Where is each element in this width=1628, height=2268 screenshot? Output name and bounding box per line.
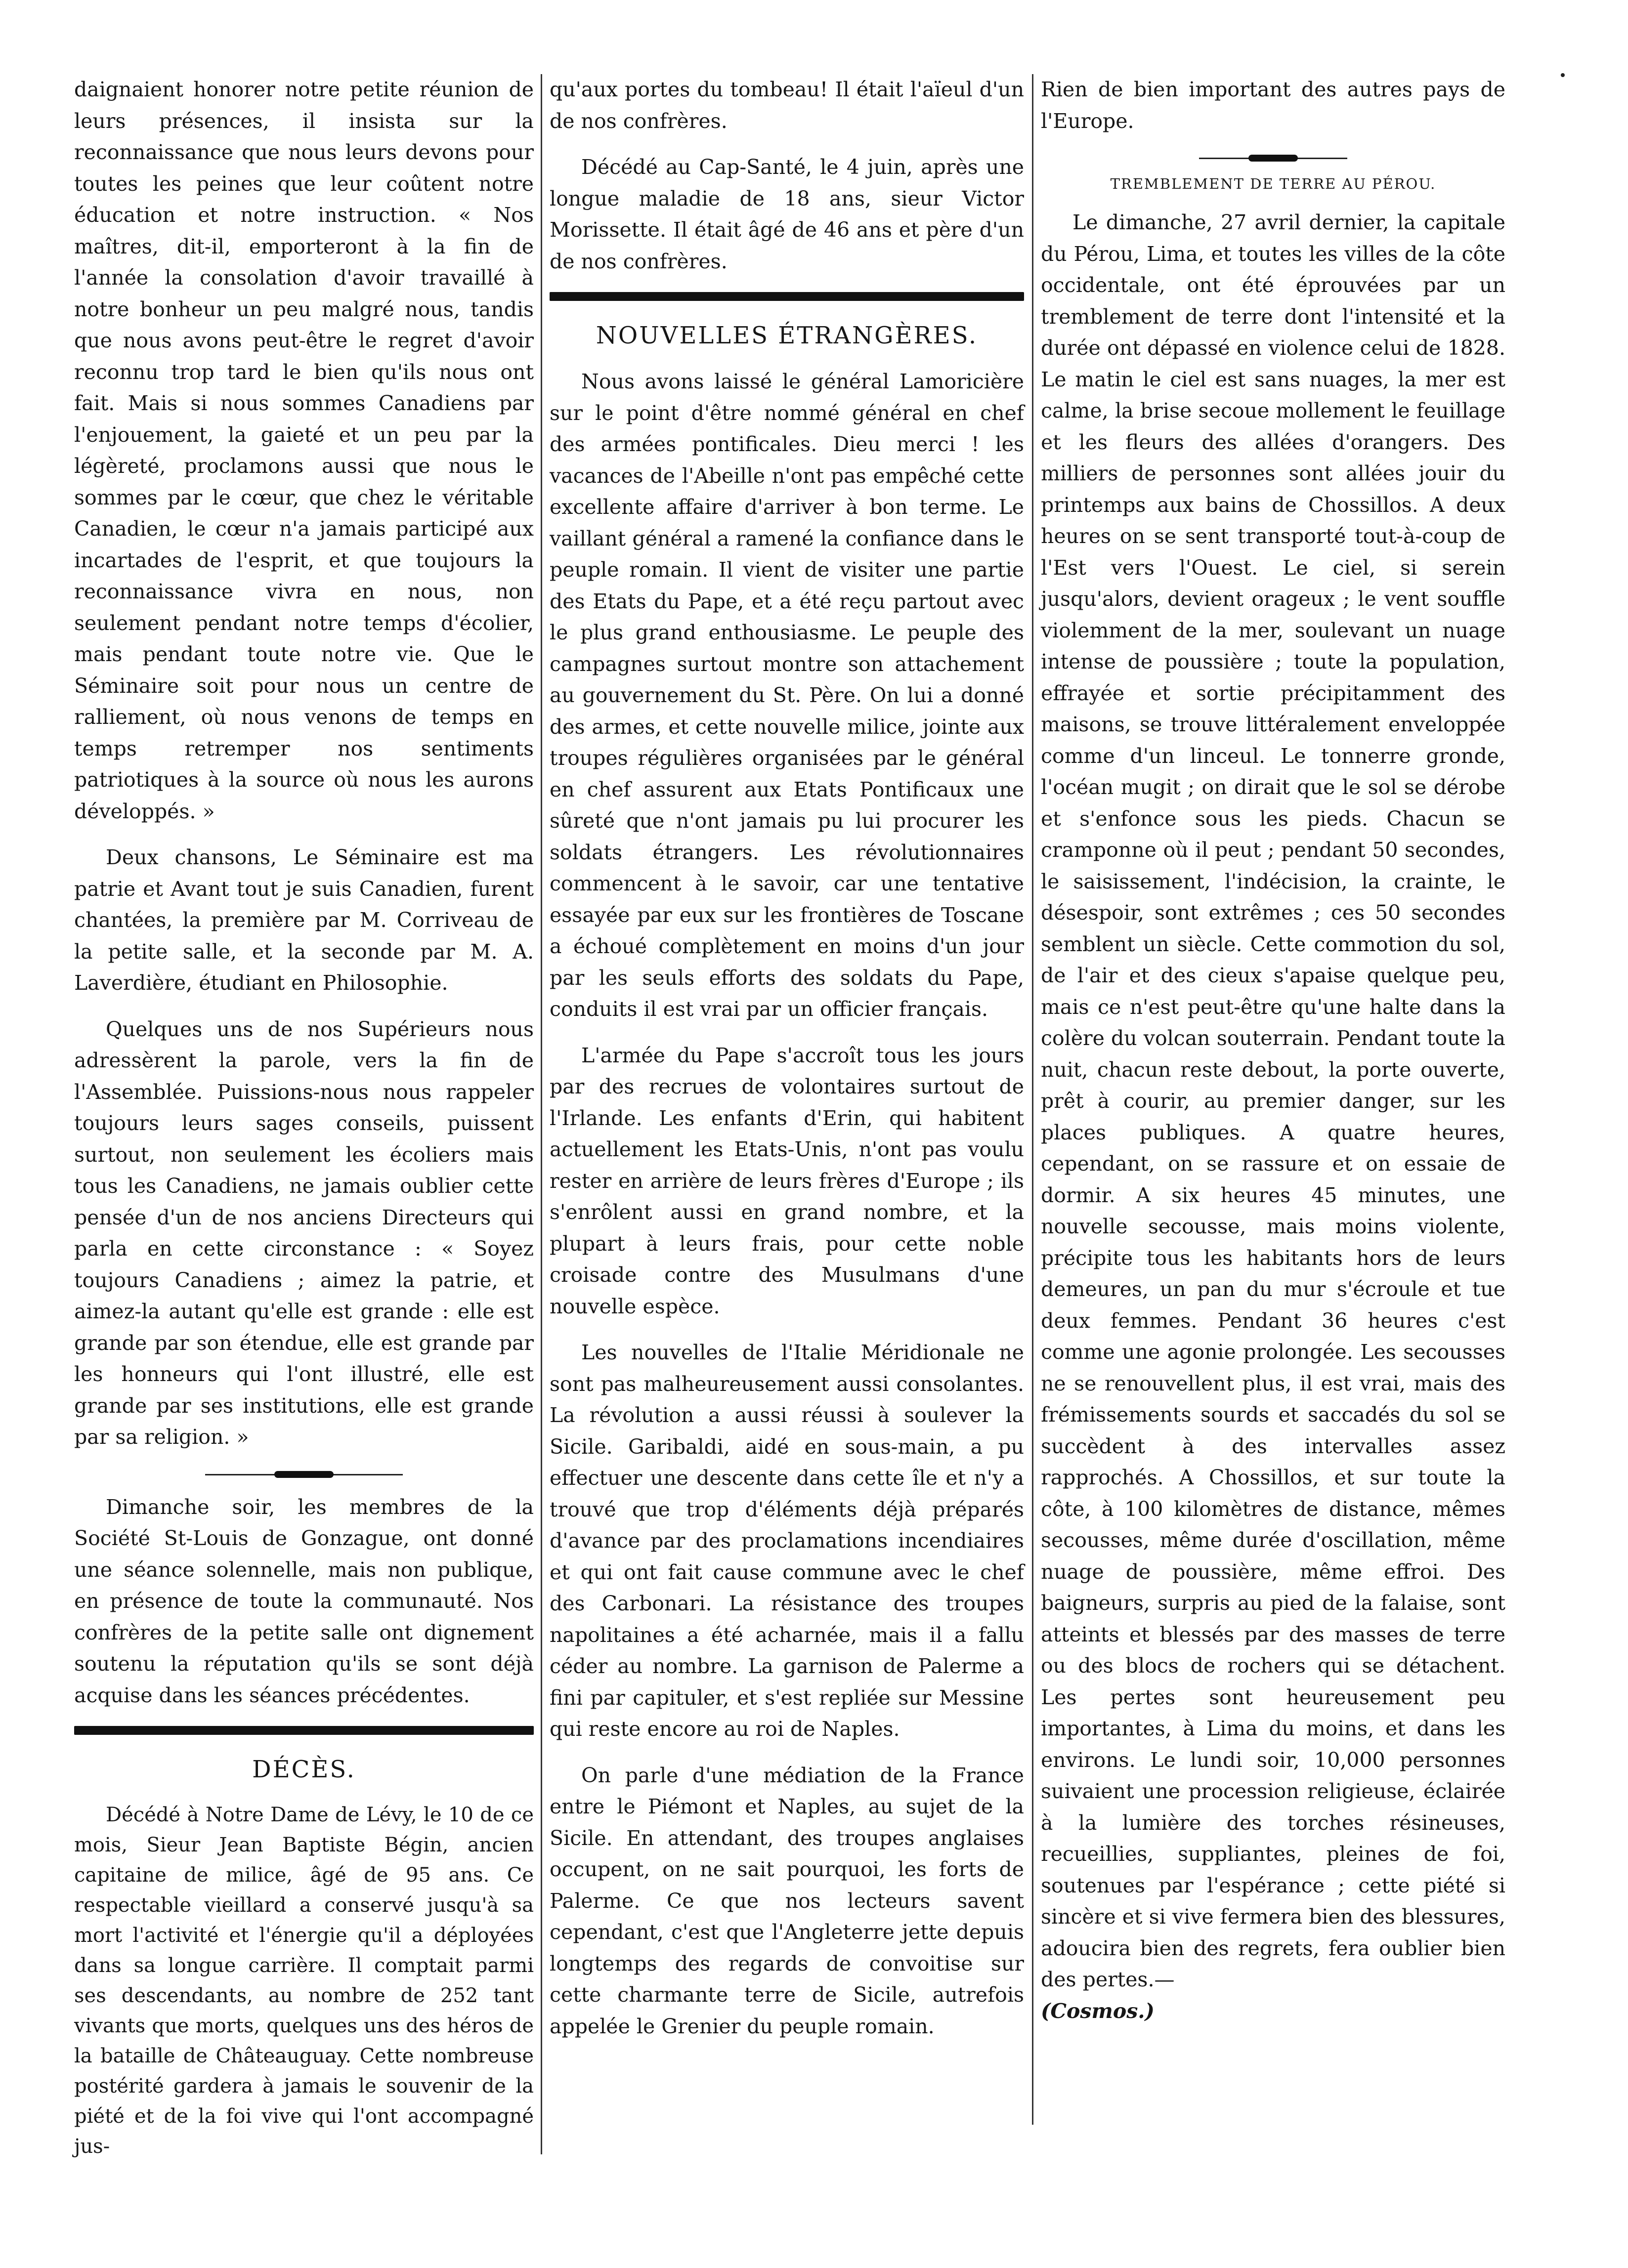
article-paragraph: Quelques uns de nos Supérieurs nous adressèrent la parole, vers la fin de l'Assemblée. Puissions-nous nous rappeler toujours leurs sages conseils, puissent surtout, non seulement les écoliers mais tous les Canadiens, ne jamais oublier cette pensée d'un de nos anciens Directeurs qui parla en cette circonstance : « Soyez toujours Canadiens ; aimez la patrie, et aimez-la autant qu'elle est grande : elle est grande par son étendue, elle est grande par les honneurs qui l'ont illustré, elle est grande par ses institutions, elle est grande par sa religion. »: [74, 1017, 534, 1449]
column-3: [1041, 74, 1505, 2042]
section-rule: [550, 292, 1024, 301]
column-2: [550, 74, 1024, 2057]
obituary-paragraph: Décédé au Cap-Santé, le 4 juin, après une longue maladie de 18 ans, sieur Victor Morissette. Il était âgé de 46 ans et père d'un de nos confrères.: [550, 155, 1024, 273]
article-paragraph: On parle d'une médiation de la France entre le Piémont et Naples, au sujet de la Sicile. En attendant, des troupes anglaises occupent, on ne sait pourquoi, les forts de Palerme. Ce que nos lecteurs savent cependant, c'est que l'Angleterre jette depuis longtemps des regards de convoitise sur cette charmante terre de Sicile, autrefois appelée le Grenier du peuple romain.: [550, 1763, 1024, 2038]
article-paragraph: qu'aux portes du tombeau! Il était l'aïeul d'un de nos confrères.: [550, 78, 1024, 133]
column-1: [74, 74, 534, 2177]
article-paragraph: Les nouvelles de l'Italie Méridionale ne sont pas malheureusement aussi consolantes. La révolution a aussi réussi à soulever la Sicile. Garibaldi, aidé en sous-main, a pu effectuer une descente dans cette île et n'y a trouvé que trop d'éléments déjà préparés d'avance par des proclamations incendiaires et qui ont fait cause commune avec le chef des Carbonari. La résistance des troupes napolitaines a été acharnée, mais il a fallu céder au nombre. La garnison de Palerme a fini par capituler, et s'est repliée sur Messine qui reste encore au roi de Naples.: [550, 1341, 1024, 1741]
article-paragraph: Dimanche soir, les membres de la Société St-Louis de Gonzague, ont donné une séance solennelle, mais non publique, en présence de toute la communauté. Nos confrères de la petite salle ont dignement soutenu la réputation qu'ils se sont déjà acquise dans les séances précédentes.: [74, 1495, 534, 1707]
section-ornament: [205, 1468, 403, 1481]
column-divider: [541, 74, 542, 2154]
column-divider: [1032, 74, 1033, 2125]
article-paragraph: Le dimanche, 27 avril dernier, la capitale du Pérou, Lima, et toutes les villes de la côte occidentale, ont été éprouvées par un tremblement de terre dont l'intensité et la durée ont dépassé en violence celui de 1828. Le matin le ciel est sans nuages, la mer est calme, la brise secoue mollement le feuillage et les fleurs des allées d'orangers. Des milliers de personnes sont allées jouir du printemps aux bains de Chossillos. A deux heures on se sent transporté tout-à-coup de l'Est vers l'Ouest. Le ciel, si serein jusqu'alors, devient orageux ; le vent souffle violemment de la mer, soulevant un nuage intense de poussière ; toute la population, effrayée et sortie précipitamment des maisons, se trouve littéralement enveloppée comme d'un linceul. Le tonnerre gronde, l'océan mugit ; on dirait que le sol se dérobe et s'enfonce sous les pieds. Chacun se cramponne où il peut ; pendant 50 secondes, le saisissement, l'indécision, la crainte, le désespoir, sont extrêmes ; ces 50 secondes semblent un siècle. Cette commotion du sol, de l'air et des cieux s'apaise quelque peu, mais ce n'est peut-être qu'une halte dans la colère du volcan souterrain. Pendant toute la nuit, chacun reste debout, la porte ouverte, prêt à courir, au premier danger, sur les places publiques. A quatre heures, cependant, on se rassure et on essaie de dormir. A six heures 45 minutes, une nouvelle secousse, mais moins violente, précipite tous les habitants hors de leurs demeures, un pan du mur s'écroule et tue deux femmes. Pendant 36 heures c'est comme une agonie prolongée. Les secousses ne se renouvellent plus, il est vrai, mais des frémissements sourds et saccadés du sol se succèdent à des intervalles assez rapprochés. A Chossillos, et sur toute la côte, à 100 kilomètres de distance, mêmes secousses, même durée d'oscillation, même nuage de poussière, même effroi. Des baigneurs, surpris au pied de la falaise, sont atteints et blessés par des masses de terre ou des blocs de rochers qui se détachent. Les pertes sont heureusement peu importantes, à Lima du moins, et dans les environs. Le lundi soir, 10,000 personnes suivaient une procession religieuse, éclairée à la lumière des torches résineuses, recueillies, suppliantes, pleines de foi, soutenues par l'espérance ; cette piété si sincère et si vive fermera bien des blessures, adoucira bien des regrets, fera oublier bien des pertes.—: [1041, 210, 1505, 1991]
section-ornament: [1199, 152, 1347, 165]
article-paragraph: Rien de bien important des autres pays de l'Europe.: [1041, 78, 1505, 133]
article-paragraph: daignaient honorer notre petite réunion de leurs présences, il insista sur la reconnaissance que nous leurs devons pour toutes les peines que leur coûtent notre éducation et notre instruction. « Nos maîtres, dit-il, emporteront à la fin de l'année la consolation d'avoir travaillé à notre bonheur un peu malgré nous, tandis que nous avons peut-être le regret d'avoir reconnu trop tard le bien qu'ils nous ont fait. Mais si nous sommes Canadiens par l'enjouement, la gaieté et un peu par la légèreté, proclamons aussi que nous le sommes par le cœur, que chez le véritable Canadien, le cœur n'a jamais participé aux incartades de l'esprit, et que toujours la reconnaissance vivra en nous, non seulement pendant notre temps d'écolier, mais pendant toute notre vie. Que le Séminaire soit pour nous un centre de ralliement, où nous venons de temps en temps retremper nos sentiments patriotiques à la source où nous les aurons développés. »: [74, 78, 534, 823]
section-title-deces: DÉCÈS.: [252, 1756, 356, 1783]
source-line: [1041, 1996, 1505, 2027]
section-title-tremblement: TREMBLEMENT DE TERRE AU PÉROU.: [1110, 175, 1436, 192]
section-title-nouvelles: NOUVELLES ÉTRANGÈRES.: [596, 322, 978, 349]
section-rule: [74, 1726, 534, 1735]
ink-speck: [1561, 73, 1565, 77]
obituary-paragraph: Décédé à Notre Dame de Lévy, le 10 de ce mois, Sieur Jean Baptiste Bégin, ancien capitaine de milice, âgé de 95 ans. Ce respectable vieillard a conservé jusqu'à sa mort l'activité et l'énergie qu'il a déployées dans sa longue carrière. Il comptait parmi ses descendants, au nombre de 252 tant vivants que morts, quelques uns des héros de la bataille de Châteauguay. Cette nombreuse postérité gardera à jamais le souvenir de la piété et de la foi vive qui l'ont accompagné jus-: [74, 1804, 534, 2158]
source-credit: (Cosmos.): [1041, 1999, 1155, 2023]
article-paragraph: Deux chansons, Le Séminaire est ma patrie et Avant tout je suis Canadien, furent chantées, la première par M. Corriveau de la petite salle, et la seconde par M. A. Laverdière, étudiant en Philosophie.: [74, 845, 534, 995]
article-paragraph: Nous avons laissé le général Lamoricière sur le point d'être nommé général en chef des armées pontificales. Dieu merci ! les vacances de l'Abeille n'ont pas empêché cette excellente affaire d'arriver à bon terme. Le vaillant général a ramené la confiance dans le peuple romain. Il vient de visiter une partie des Etats du Pape, et a été reçu partout avec le plus grand enthousiasme. Le peuple des campagnes surtout montre son attachement au gouvernement du St. Père. On lui a donné des armes, et cette nouvelle milice, jointe aux troupes régulières organisées par le général en chef assurent aux Etats Pontificaux une sûreté que n'ont jamais pu lui procurer les soldats étrangers. Les révolutionnaires commencent à le savoir, car une tentative essayée par eux sur les frontières de Toscane a échoué complètement en moins d'un jour par les seuls efforts des soldats du Pape, conduits il est vrai par un officier français.: [550, 370, 1024, 1021]
article-paragraph: L'armée du Pape s'accroît tous les jours par des recrues de volontaires surtout de l'Irlande. Les enfants d'Erin, qui habitent actuellement les Etats-Unis, n'ont pas voulu rester en arrière de leurs frères d'Europe ; ils s'enrôlent aussi en grand nombre, et la plupart à leurs frais, pour cette noble croisade contre des Musulmans d'une nouvelle espèce.: [550, 1043, 1024, 1318]
